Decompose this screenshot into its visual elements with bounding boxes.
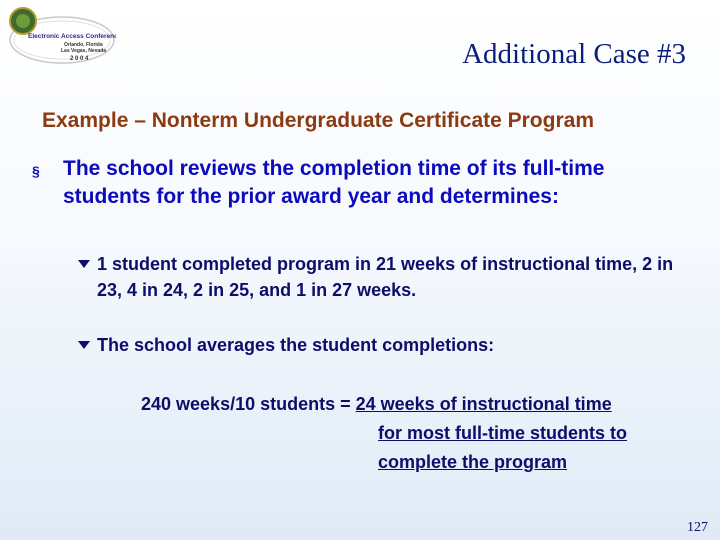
- triangle-bullet-icon: [78, 260, 90, 268]
- main-bullet-text: The school reviews the completion time of its full-time students for the prior award year and determines:: [63, 157, 605, 208]
- logo-line1: Electronic Access Conference: [28, 33, 116, 40]
- sub-bullet-text: 1 student completed program in 21 weeks of instructional time, 2 in 23, 4 in 24, 2 in 25, and 1 in 27 weeks.: [97, 254, 674, 300]
- main-bullet: [32, 155, 692, 211]
- logo-line3: Las Vegas, Nevada: [61, 48, 107, 54]
- calculation-result-line3: complete the program: [378, 452, 568, 472]
- logo-year: 2 0 0 4: [70, 56, 89, 62]
- calculation-result-line2: for most full-time students to: [378, 423, 627, 443]
- page-number: 127: [687, 520, 708, 535]
- calculation-lhs: 240 weeks/10 students =: [141, 394, 356, 414]
- slide-subtitle: Example – Nonterm Undergraduate Certificate Program: [42, 109, 594, 132]
- calculation-result-line1: 24 weeks of instructional time: [355, 394, 612, 414]
- bullet-marker: §: [32, 163, 40, 179]
- conference-logo: [4, 4, 116, 66]
- slide-title: Additional Case #3: [462, 38, 686, 70]
- triangle-bullet-icon: [78, 341, 90, 349]
- sub-bullet-average: [78, 332, 678, 358]
- sub-bullet-text: The school averages the student completions:: [97, 335, 495, 355]
- calculation: [141, 390, 627, 477]
- sub-bullet-completions: [78, 251, 678, 303]
- logo-line2: Orlando, Florida: [64, 42, 103, 48]
